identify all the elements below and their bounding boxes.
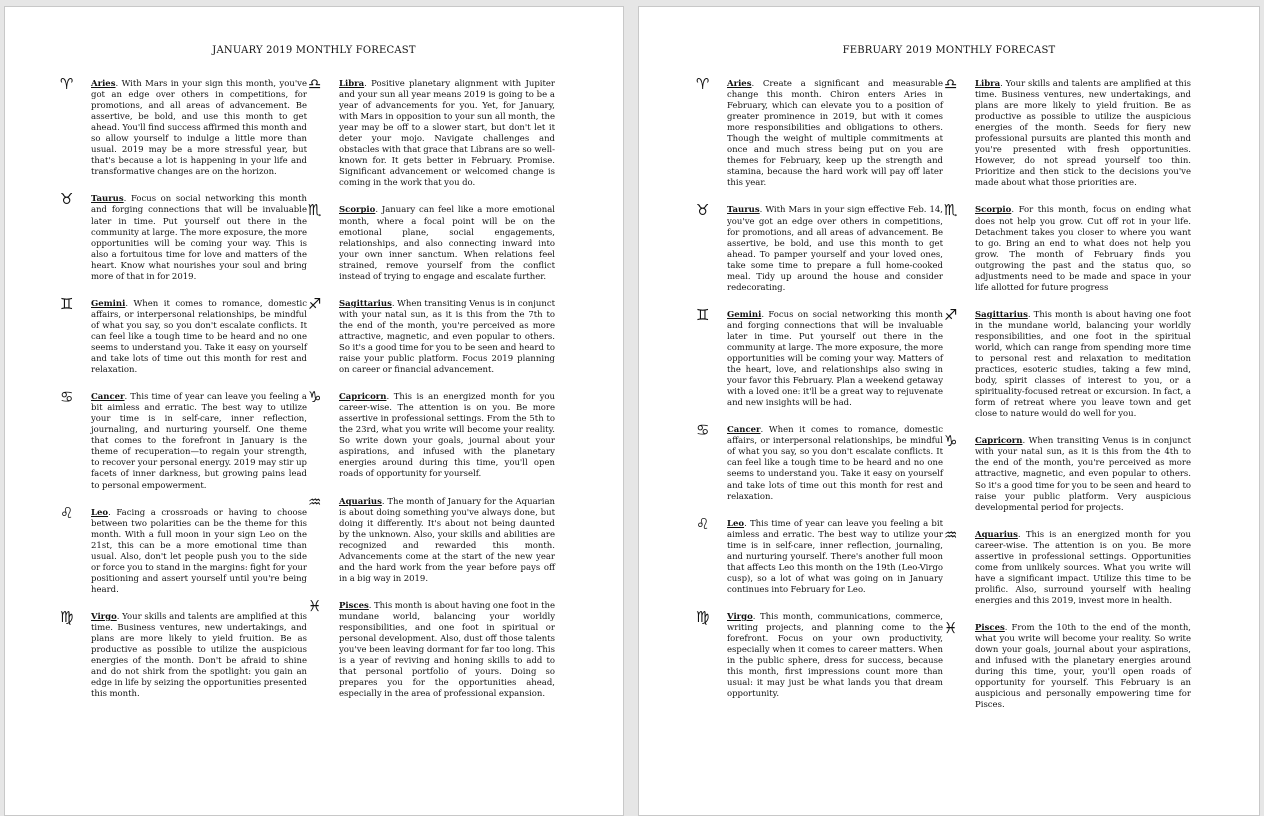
scorpio-icon: ♏︎ (944, 201, 958, 220)
virgo-icon: ♍︎ (696, 607, 710, 626)
sign-name: Sagittarius (339, 298, 392, 309)
page-title: FEBRUARY 2019 MONTHLY FORECAST (842, 45, 1056, 56)
libra-icon: ♎︎ (944, 75, 958, 93)
sign-name: Gemini (727, 309, 762, 320)
horoscope-text (339, 497, 555, 585)
horoscope-body: . Your skills and talents are amplified at this time. Business ventures, new undertakings, and plans are more likely to yield fruition. Be as productive as possible to utilize the auspicious energies of the month. Seeds for fiery new professional pursuits are planted this month and you're presented with fresh opportunities. However, do not spread yourself too thin. Prioritize and then stick to the decisions you've made about what those priorities are. (975, 79, 1191, 189)
horoscope-body: . Positive planetary alignment with Jupiter and your sun all year means 2019 is going to be a year of advancements for you. Yet, for January, with Mars in opposition to your sun all month, the year may be off to a slower start, but don't let it deter your mojo. Navigate challenges and obstacles with that grace that Librans are so well-known for. It gets better in February. Promise. Significant advancement or welcomed change is coming in the work that you do. (339, 79, 555, 189)
capricorn-icon: ♑︎ (944, 432, 958, 451)
horoscope-entry (695, 514, 943, 596)
horoscope-text (91, 612, 307, 700)
horoscope-body: . Create a significant and measurable change this month. Chiron enters Aries in February, which can elevate you to a position of greater prominence in 2019, but with it comes more responsibilities and obligations to others. Though the weight of multiple commitments at once and much stress being put on you are themes for February, keep up the strength and stamina, because the hard work will pay off later this year. (727, 79, 943, 189)
sign-name: Taurus (727, 205, 760, 216)
horoscope-entry (307, 294, 555, 376)
sagittarius-icon: ♐︎ (308, 294, 322, 313)
horoscope-body: . From the 10th to the end of the month, what you write will become your reality. So write down your goals, journal about your aspirations, and infused with the planetary energies around during this time, your, you'll open roads of opportunity for yourself. This February is an auspicious and personally empowering time for Pisces. (975, 622, 1191, 711)
left-column (695, 75, 943, 716)
horoscope-text (339, 392, 555, 480)
horoscope-body: . When it comes to romance, domestic affairs, or interpersonal relationships, be mindful of what you say, so you don't escalate conflicts. It can feel like a tough time to be heard and no one seems to understand you. Take it easy on yourself and take lots of time out this month for rest and relaxation. (727, 425, 943, 502)
horoscope-body: . This time of year can leave you feeling a bit aimless and erratic. The best way to utilize your time is in self-care, inner reflection, journaling, and nurturing yourself. One theme that comes to the forefront in January is the theme of recuperation—to regain your strength, to recover your personal energy. 2019 may stir up facets of inner darkness, but growing pains lead to personal empowerment. (91, 392, 307, 491)
horoscope-entry (59, 190, 307, 282)
aquarius-icon: ♒︎ (308, 492, 322, 511)
horoscope-entry (307, 596, 555, 700)
document-page-january (4, 6, 624, 816)
libra-icon: ♎︎ (308, 75, 322, 93)
horoscope-text (339, 299, 555, 376)
leo-icon: ♌︎ (696, 514, 710, 533)
sign-name: Cancer (91, 392, 125, 403)
sign-name: Aquarius (339, 496, 382, 507)
horoscope-text (339, 205, 555, 282)
horoscope-body: . This is an energized month for you career-wise. The attention is on you. Be more assertive in professional settings. From the 5th to the 23rd, what you write will become your reality. So write down your goals, journal about your aspirations, and infused with the planetary energies around during this time, you'll open roads of opportunity for yourself. (339, 392, 555, 480)
horoscope-body: . When transiting Venus is in conjunct with your natal sun, as it is this from the 4th to the end of the month, you're perceived as more attractive, magnetic, and even popular to others. So it's a good time for you to be seen and heard to raise your public platform. Very auspicious developmental period for projects. (975, 436, 1191, 513)
horoscope-body: . January can feel like a more emotional month, where a focal point will be on the emotional plane, social engagements, relationships, and also connecting inward into your own inner sanctum. When relations feel strained, remove yourself from the conflict instead of trying to engage and escalate further. (339, 205, 555, 282)
sign-name: Gemini (91, 298, 126, 309)
horoscope-entry (307, 201, 555, 282)
left-column (59, 75, 307, 716)
right-column (307, 75, 555, 716)
horoscope-entry (59, 503, 307, 596)
horoscope-entry (307, 388, 555, 480)
horoscope-text (727, 425, 943, 502)
horoscope-entry (695, 607, 943, 700)
horoscope-text (339, 79, 555, 189)
taurus-icon: ♉︎ (696, 201, 710, 220)
horoscope-text (91, 194, 307, 282)
sign-name: Taurus (91, 194, 124, 205)
horoscope-body: . Facing a crossroads or having to choose between two polarities can be the theme for this month. With a full moon in your sign Leo on the 21st, this can be a more emotional time than usual. Also, don't let people push you to the side or force you to stand in the margins: fight for your positioning and assert yourself until you're being heard. (91, 507, 307, 595)
sign-name: Virgo (727, 611, 753, 622)
sign-name: Leo (91, 507, 109, 518)
horoscope-body: . This month, communications, commerce, writing projects, and planning come to the forefront. Focus on your own productivity, especially when it comes to career matters. When in the public sphere, dress for success, because this month, first impressions count more than usual: it may just be what lands you that dream opportunity. (727, 611, 943, 700)
horoscope-body: . For this month, focus on ending what does not help you grow. Cut off rot in your life. Detachment takes you closer to where you want to go. Bring an end to what does not help you grow. The month of February finds you outgrowing the past and the status quo, so adjustments need to be made and space in your life allotted for future progress (975, 205, 1191, 293)
aries-icon: ♈︎ (696, 75, 710, 93)
sign-name: Aries (91, 79, 116, 89)
horoscope-text (975, 530, 1191, 607)
taurus-icon: ♉︎ (60, 190, 74, 209)
horoscope-entry (307, 492, 555, 585)
horoscope-text (975, 623, 1191, 711)
horoscope-entry (943, 305, 1191, 420)
horoscope-body: . With Mars in your sign effective Feb. 14, you've got an edge over others in competitions, for promotions, and all areas of advancement. Be assertive, be bold, and use this month to get ahead. To pamper yourself and your loved ones, take some time to prepare a full home-cooked meal. Tidy up around the house and consider redecorating. (727, 205, 943, 293)
cancer-icon: ♋︎ (60, 388, 74, 407)
horoscope-text (727, 519, 943, 596)
horoscope-entry (943, 75, 1191, 189)
leo-icon: ♌︎ (60, 503, 74, 522)
horoscope-text (727, 612, 943, 700)
horoscope-entry (307, 75, 555, 189)
horoscope-entry (943, 618, 1191, 711)
horoscope-entry (695, 201, 943, 293)
sign-name: Scorpio (975, 205, 1012, 216)
horoscope-entry (59, 388, 307, 491)
horoscope-text (727, 310, 943, 409)
sign-name: Aquarius (975, 529, 1018, 540)
horoscope-body: . This month is about having one foot in the mundane world, balancing your worldly responsibilities, and one foot in spiritual or personal development. Also, dust off those talents you've been leaving dormant for far too long. This is a year of reviving and honing skills to add to that personal portfolio of yours. Doing so prepares you for the opportunities ahead, especially in the area of professional expansion. (339, 600, 555, 700)
sign-name: Pisces (339, 600, 369, 611)
sign-name: Libra (339, 79, 365, 89)
page-title: JANUARY 2019 MONTHLY FORECAST (212, 45, 416, 56)
horoscope-entry (695, 305, 943, 409)
horoscope-body: . This is an energized month for you career-wise. The attention is on you. Be more assertive in professional settings. Opportunities come from unlikely sources. What you write will have a significant impact. Utilize this time to be prolific. Also, surround yourself with healing energies and this 2019, invest more in health. (975, 529, 1191, 606)
sign-name: Scorpio (339, 205, 376, 216)
horoscope-body: . Your skills and talents are amplified at this time. Business ventures, new undertakings, and plans are more likely to yield fruition. Be as productive as possible to utilize the auspicious energies of the month. Don't be afraid to shine and do not shirk from the spotlight: you gain an edge in life by seizing the opportunities presented this month. (91, 611, 307, 700)
horoscope-text (975, 310, 1191, 420)
pisces-icon: ♓︎ (944, 618, 958, 637)
right-column (943, 75, 1191, 727)
horoscope-body: . With Mars in your sign this month, you've got an edge over others in competitions, for promotions, and all areas of advancement. Be assertive, be bold, and use this month to get ahead. You'll find success affirmed this month and so allow yourself to indulge a little more than usual. 2019 may be a more stressful year, but that's because a lot is happening in your life and transformative changes are on the horizon. (91, 79, 307, 178)
aries-icon: ♈︎ (60, 75, 74, 93)
sign-name: Virgo (91, 611, 117, 622)
horoscope-body: . When transiting Venus is in conjunct with your natal sun, as it is this from the 7th to the end of the month, you're perceived as more attractive, magnetic, and even popular to others. So it's a good time for you to be seen and heard to raise your public platform. Focus 2019 planning on career or financial advancement. (339, 298, 555, 376)
horoscope-text (975, 205, 1191, 293)
horoscope-text (91, 508, 307, 596)
horoscope-body: . This month is about having one foot in the mundane world, balancing your worldly responsibilities, and one foot in the spiritual world, which can range from spending more time to personal rest and relaxation to meditation practices, esoteric studies, taking a few mind, body, spirit classes of interest to you, or a spirituality-focused retreat or excursion. In fact, a form of retreat where you leave town and get close to nature would do well for you. (975, 309, 1191, 420)
horoscope-entry (695, 75, 943, 189)
sign-name: Cancer (727, 425, 761, 436)
horoscope-body: . When it comes to romance, domestic affairs, or interpersonal relationships, be mindful of what you say, so you don't escalate conflicts. It can feel like a tough time to be heard and no one seems to understand you. Take it easy on yourself and take lots of time out this month for rest and relaxation. (91, 298, 307, 376)
sign-name: Leo (727, 518, 745, 529)
horoscope-text (727, 205, 943, 293)
horoscope-body: . Focus on social networking this month and forging connections that will be invaluable later in time. Put yourself out there in the community at large. The more exposure, the more opportunities will be coming your way. This is also a fortuitous time for love and matters of the heart. Know what nourishes your soul and bring more of that in for 2019. (91, 194, 307, 282)
gemini-icon: ♊︎ (60, 294, 74, 313)
sign-name: Pisces (975, 622, 1005, 633)
sign-name: Capricorn (339, 392, 387, 403)
horoscope-text (727, 79, 943, 189)
horoscope-text (91, 299, 307, 376)
horoscope-entry (59, 75, 307, 178)
sign-name: Capricorn (975, 436, 1023, 447)
horoscope-text (975, 436, 1191, 513)
horoscope-text (339, 601, 555, 700)
horoscope-entry (59, 294, 307, 376)
document-page-february (638, 6, 1260, 816)
horoscope-text (91, 392, 307, 491)
cancer-icon: ♋︎ (696, 421, 710, 440)
horoscope-text (91, 79, 307, 178)
sign-name: Libra (975, 79, 1001, 89)
horoscope-entry (695, 421, 943, 502)
gemini-icon: ♊︎ (696, 305, 710, 324)
horoscope-entry (943, 201, 1191, 293)
horoscope-entry (59, 607, 307, 700)
capricorn-icon: ♑︎ (308, 388, 322, 407)
horoscope-entry (943, 432, 1191, 513)
aquarius-icon: ♒︎ (944, 525, 958, 544)
horoscope-text (975, 79, 1191, 189)
pisces-icon: ♓︎ (308, 596, 322, 615)
horoscope-body: . This time of year can leave you feeling a bit aimless and erratic. The best way to utilize your time is in self-care, inner reflection, journaling, and nurturing yourself. There's another full moon that affects Leo this month on the 19th (Leo-Virgo cusp), so a lot of what was going on in January continues into February for Leo. (727, 518, 943, 595)
horoscope-entry (943, 525, 1191, 607)
horoscope-body: . The month of January for the Aquarian is about doing something you've always done, but doing it differently. It's about not being daunted by the unknown. Also, your skills and abilities are recognized and rewarded this month. Advancements come at the start of the new year and the hard work from the year before pays off in a big way in 2019. (339, 496, 555, 584)
sign-name: Aries (727, 79, 752, 89)
virgo-icon: ♍︎ (60, 607, 74, 626)
sign-name: Sagittarius (975, 309, 1028, 320)
horoscope-body: . Focus on social networking this month and forging connections that will be invaluable later in time. Put yourself out there in the community at large. The more exposure, the more opportunities will be coming your way. Matters of the heart, love, and relationships also swing in your favor this February. Plan a weekend getaway with a loved one: it'll be a great way to rejuvenate and new insights will be had. (727, 309, 943, 409)
scorpio-icon: ♏︎ (308, 201, 322, 220)
sagittarius-icon: ♐︎ (944, 305, 958, 324)
